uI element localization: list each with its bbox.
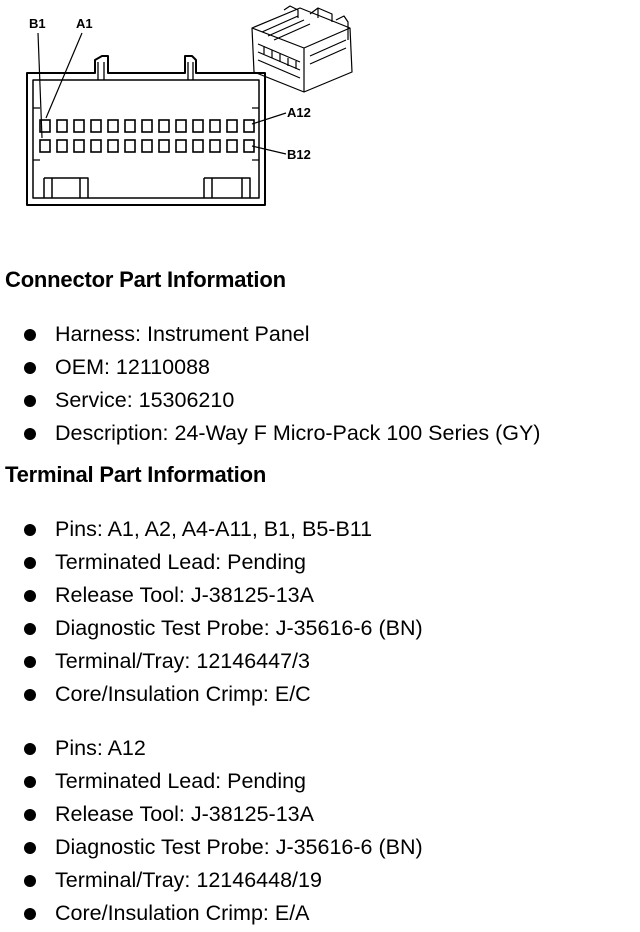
pin-label-a12: A12	[287, 105, 311, 120]
connector-section-title: Connector Part Information	[5, 267, 286, 292]
pin-label-a1: A1	[76, 16, 93, 31]
list-item: Release Tool: J-38125-13A	[0, 579, 423, 612]
list-item: Description: 24-Way F Micro-Pack 100 Series (GY)	[0, 417, 540, 450]
list-item: Pins: A12	[0, 732, 423, 765]
list-item: Terminated Lead: Pending	[0, 765, 423, 798]
list-item: Pins: A1, A2, A4-A11, B1, B5-B11	[0, 513, 423, 546]
list-item: Harness: Instrument Panel	[0, 318, 540, 351]
connector-figure	[0, 0, 640, 240]
list-item: Terminal/Tray: 12146447/3	[0, 645, 423, 678]
list-item: OEM: 12110088	[0, 351, 540, 384]
list-item: Core/Insulation Crimp: E/A	[0, 897, 423, 930]
terminal-info-list-group-1	[0, 513, 423, 711]
leader-lines	[38, 33, 286, 154]
pin-label-b1: B1	[29, 16, 46, 31]
pin-cavity-row-a	[40, 120, 254, 132]
terminal-section-title: Terminal Part Information	[5, 462, 267, 487]
connector-face-diagram	[0, 0, 640, 240]
list-item: Service: 15306210	[0, 384, 540, 417]
list-item: Terminal/Tray: 12146448/19	[0, 864, 423, 897]
pin-label-b12: B12	[287, 147, 311, 162]
terminal-info-list-group-2	[0, 732, 423, 930]
list-item: Release Tool: J-38125-13A	[0, 798, 423, 831]
connector-isometric-view	[252, 6, 352, 92]
connector-info-list	[0, 318, 540, 450]
list-item: Core/Insulation Crimp: E/C	[0, 678, 423, 711]
pin-cavity-row-b	[40, 140, 254, 152]
list-item: Diagnostic Test Probe: J-35616-6 (BN)	[0, 831, 423, 864]
list-item: Terminated Lead: Pending	[0, 546, 423, 579]
list-item: Diagnostic Test Probe: J-35616-6 (BN)	[0, 612, 423, 645]
